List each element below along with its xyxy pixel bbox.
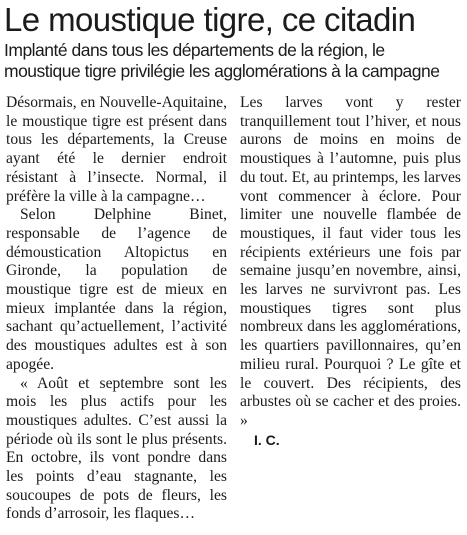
author-signature: I. C.	[254, 431, 280, 448]
subhead-line-2: moustique tigre privilégie les agglomérations à la campagne	[4, 61, 440, 81]
text-column-right	[240, 94, 461, 524]
paragraph-intro: Désormais, en Nouvelle-Aquitaine, le moustique tigre est présent dans tous les départements, la Creuse ayant été le dernier endroit résistant à l’insecte. Normal, il préfère la ville à la campagne…	[6, 94, 227, 205]
subhead-line-1: Implanté dans tous les départements de la région, le	[4, 40, 385, 60]
paragraph-binet: Selon Delphine Binet, responsable de l’agence de démoustication Altopictus en Gironde, la population de moustique tigre est de mieux en mieux implantée dans la région, sachant qu’actuellement, l’activité des moustiques adultes est à son apogée.	[6, 206, 227, 373]
article-headline: Le moustique tigre, ce citadin	[4, 2, 416, 38]
text-column-left	[6, 94, 227, 524]
paragraph-quote-continued: Les larves vont y rester tranquillement tout l’hiver, et nous aurons de moins en moins de moustiques à l’automne, puis plus du tout. Et, au printemps, les larves vont commencer à éclore. Pour limiter une nouvelle flambée de moustiques, il faut vider tous les récipients extérieurs une fois par semaine jusqu’en novembre, ainsi, les larves ne survivront pas. Les moustiques tigres sont plus nombreux dans les agglomérations, les quartiers pavillonnaires, qu’en milieu rural. Pourquoi ? Le gîte et le couvert. Des récipients, des arbustes où se cacher et des proies. »	[240, 94, 461, 429]
news-article	[0, 2, 467, 535]
article-body	[6, 94, 461, 524]
article-subhead	[4, 40, 463, 82]
paragraph-quote-start: « Août et septembre sont les mois les plus actifs pour les moustiques adultes. C’est aussi la période où ils sont le plus présents. En octobre, ils vont pondre dans les points d’eau stagnante, les soucoupes de pots de fleurs, les fonds d’arrosoir, les flaques…	[6, 374, 227, 523]
